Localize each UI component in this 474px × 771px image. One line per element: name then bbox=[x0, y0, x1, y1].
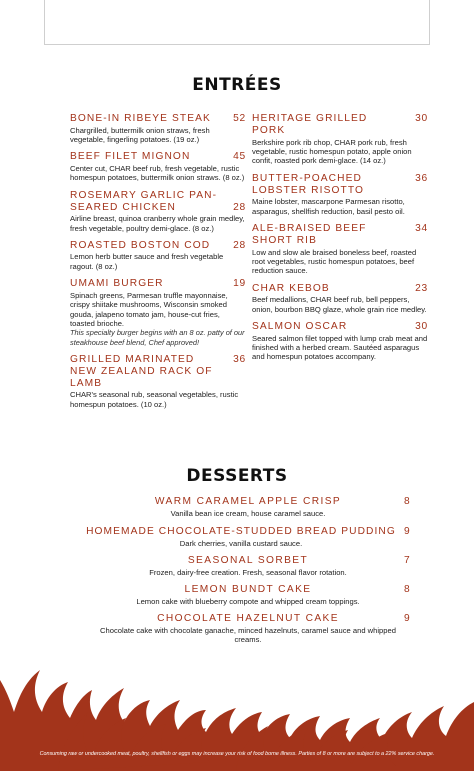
menu-item bbox=[70, 240, 246, 271]
entrees-title: ENTRÉES bbox=[192, 75, 282, 95]
item-description: Maine lobster, mascarpone Parmesan risotto, asparagus, shellfish reduction, basil pesto oil. bbox=[252, 197, 405, 216]
frame-right-edge bbox=[429, 0, 430, 44]
item-price: 34 bbox=[415, 223, 428, 235]
item-name: HERITAGE GRILLED PORK bbox=[252, 113, 368, 136]
item-name: BEEF FILET MIGNON bbox=[70, 151, 191, 163]
frame-top-rule bbox=[44, 44, 430, 45]
menu-item bbox=[252, 321, 428, 362]
dessert-item bbox=[70, 526, 412, 548]
item-name: SALMON OSCAR bbox=[252, 321, 348, 333]
menu-item bbox=[252, 223, 428, 276]
dessert-description: Frozen, dairy-free creation. Fresh, seasonal flavor rotation. bbox=[149, 568, 347, 577]
menu-item bbox=[70, 190, 246, 233]
item-price: 28 bbox=[233, 201, 246, 213]
item-description: Spinach greens, Parmesan truffle mayonnaise, crispy shiitake mushrooms, Wisconsin smoked gouda, jalapeno tomato jam, house-cut fries, toasted brioche. bbox=[70, 290, 228, 328]
dessert-item bbox=[92, 613, 404, 645]
menu-item bbox=[252, 283, 428, 314]
dessert-description: Lemon cake with blueberry compote and whipped cream toppings. bbox=[136, 597, 360, 606]
item-description: Airline breast, quinoa cranberry whole grain medley, fresh vegetable, poultry demi-glace. (8 oz.) bbox=[70, 214, 245, 233]
footer-disclaimer: Consuming raw or undercooked meat, poultry, shellfish or eggs may increase your risk of food borne illness. Parties of 8 or more are subject to a 22% service charge. bbox=[39, 751, 435, 757]
item-price: 36 bbox=[415, 172, 428, 184]
frame-left-edge bbox=[44, 0, 45, 44]
item-name: ALE-BRAISED BEEF SHORT RIB bbox=[252, 223, 367, 247]
dessert-price: 9 bbox=[404, 526, 410, 537]
item-name: BONE-IN RIBEYE STEAK bbox=[70, 113, 211, 124]
entrees-left-column bbox=[70, 113, 246, 416]
dessert-price: 8 bbox=[404, 496, 410, 507]
item-description: Chargrilled, buttermilk onion straws, fresh vegetable, fingerling potatoes. (19 oz.) bbox=[70, 125, 210, 144]
item-description: Seared salmon filet topped with lump crab meat and finished with a herbed cream. Sautéed asparagus and homespun potatoes accompany. bbox=[252, 333, 428, 362]
dessert-name: CHOCOLATE HAZELNUT CAKE bbox=[157, 613, 339, 624]
item-description: Low and slow ale braised boneless beef, roasted root vegetables, rustic homespun potatoes, beef reduction sauce. bbox=[252, 247, 417, 276]
dessert-item bbox=[84, 496, 412, 518]
item-price: 19 bbox=[233, 278, 246, 290]
item-note: This specialty burger begins with an 8 oz. patty of our steakhouse beef blend, Chef approved! bbox=[70, 328, 245, 347]
item-name: BUTTER-POACHED LOBSTER RISOTTO bbox=[252, 172, 364, 196]
item-price: 30 bbox=[415, 321, 428, 333]
dessert-price: 9 bbox=[404, 613, 410, 624]
item-price: 23 bbox=[415, 282, 428, 294]
item-price: 45 bbox=[233, 151, 246, 163]
dessert-price: 8 bbox=[404, 584, 410, 595]
item-description: Center cut, CHAR beef rub, fresh vegetable, rustic homespun potatoes, buttermilk onion straws. (8 oz.) bbox=[70, 163, 245, 183]
dessert-item bbox=[84, 555, 412, 577]
entrees-right-column bbox=[252, 113, 428, 369]
item-price: 30 bbox=[415, 113, 428, 124]
item-name: CHAR KEBOB bbox=[252, 282, 330, 294]
item-price: 28 bbox=[233, 239, 246, 251]
item-price: 36 bbox=[233, 353, 246, 365]
menu-item bbox=[252, 113, 428, 166]
dessert-item bbox=[84, 584, 412, 606]
menu-item bbox=[70, 278, 246, 347]
dessert-description: Chocolate cake with chocolate ganache, minced hazelnuts, caramel sauce and whipped creams. bbox=[100, 626, 396, 645]
dessert-name: SEASONAL SORBET bbox=[187, 555, 309, 566]
desserts-title: DESSERTS bbox=[186, 466, 288, 486]
item-name: GRILLED MARINATED NEW ZEALAND RACK OF LAMB bbox=[70, 353, 213, 389]
item-name: UMAMI BURGER bbox=[70, 278, 164, 290]
dessert-name: HOMEMADE CHOCOLATE-STUDDED BREAD PUDDING bbox=[86, 526, 396, 537]
item-name: ROASTED BOSTON COD bbox=[70, 239, 211, 251]
dessert-price: 7 bbox=[404, 555, 410, 566]
menu-item bbox=[70, 151, 246, 182]
dessert-description: Vanilla bean ice cream, house caramel sauce. bbox=[170, 509, 326, 518]
item-description: CHAR's seasonal rub, seasonal vegetables, rustic homespun potatoes. (10 oz.) bbox=[70, 390, 239, 409]
dessert-name: WARM CARAMEL APPLE CRISP bbox=[154, 496, 342, 507]
dessert-description: Dark cherries, vanilla custard sauce. bbox=[179, 539, 303, 548]
item-description: Lemon herb butter sauce and fresh vegetable ragout. (8 oz.) bbox=[70, 252, 224, 271]
item-price: 52 bbox=[233, 113, 246, 124]
item-name: ROSEMARY GARLIC PAN-SEARED CHICKEN bbox=[70, 189, 218, 213]
menu-item bbox=[70, 113, 246, 144]
menu-item bbox=[70, 354, 246, 409]
dessert-name: LEMON BUNDT CAKE bbox=[184, 584, 312, 595]
item-description: Beef medallions, CHAR beef rub, bell peppers, onion, bourbon BBQ glaze, whole grain rice medley. bbox=[252, 295, 427, 314]
menu-item bbox=[252, 173, 428, 216]
item-description: Berkshire pork rib chop, CHAR pork rub, fresh vegetable, rustic homespun potato, apple onion confit, roasted pork demi-glace. (14 oz.) bbox=[252, 137, 412, 166]
